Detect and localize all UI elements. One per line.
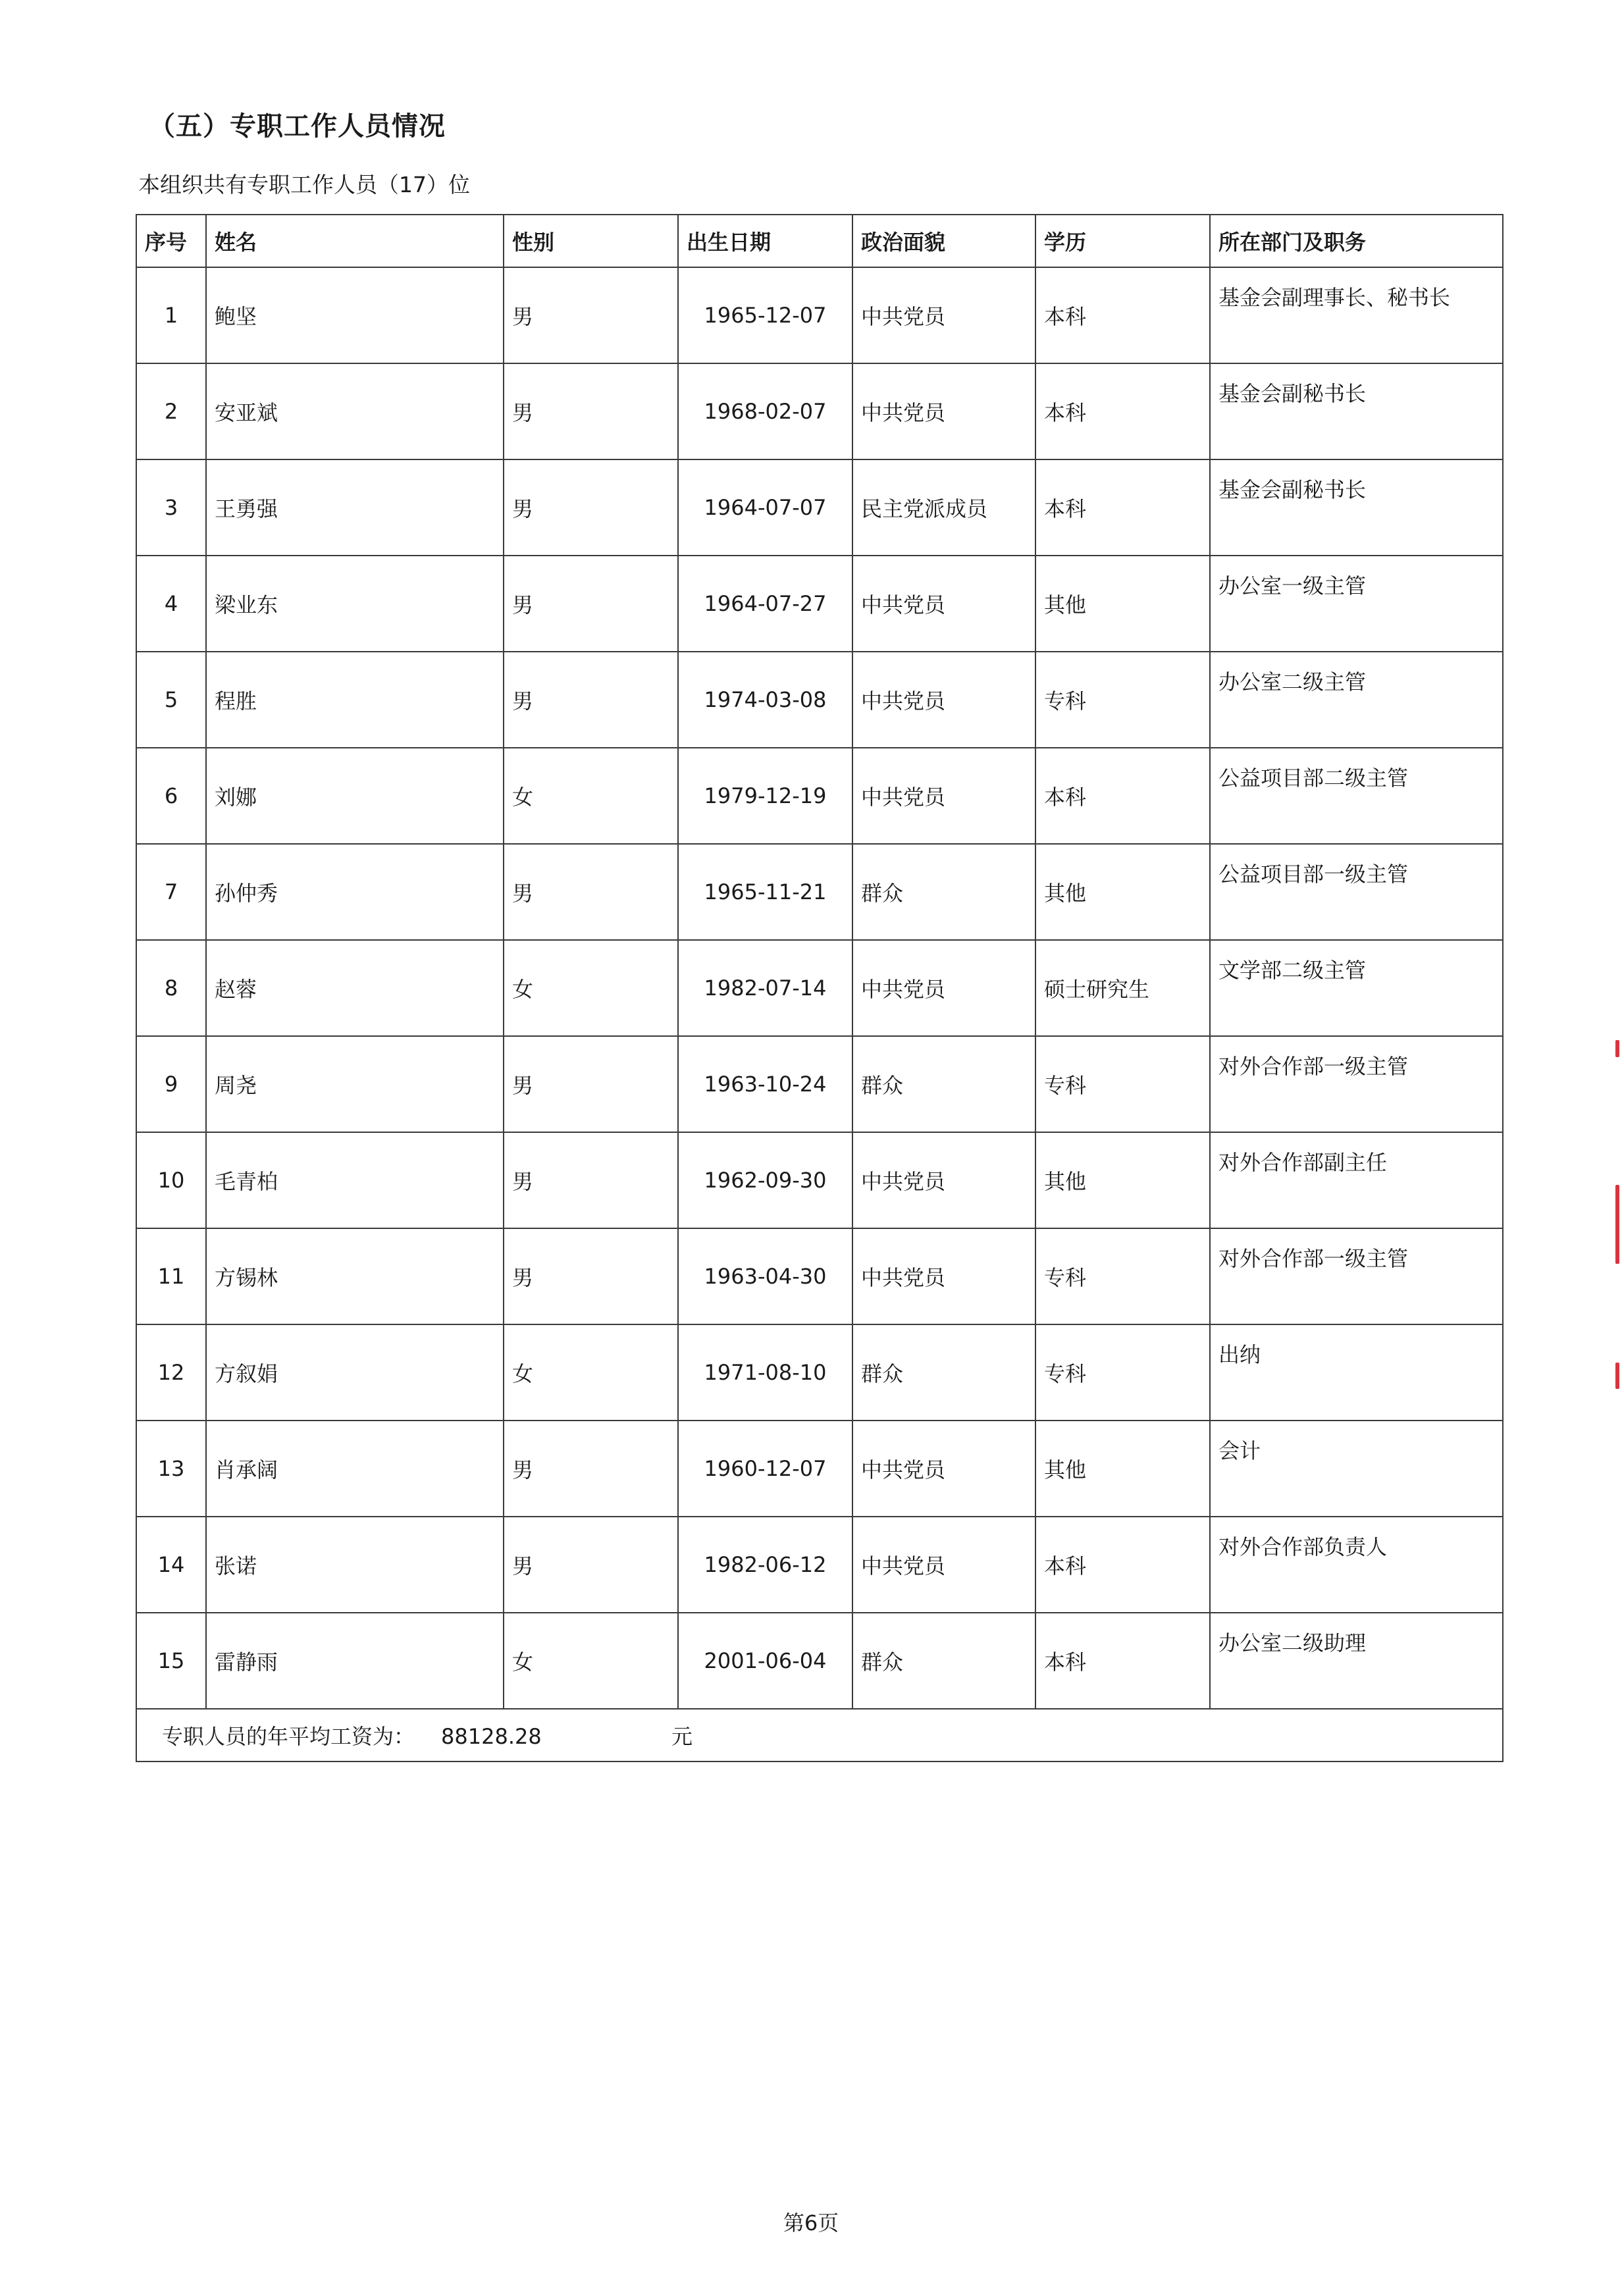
cell-no: 9 [136, 1036, 206, 1132]
cell-education: 专科 [1035, 1228, 1210, 1324]
cell-political-status: 中共党员 [852, 363, 1035, 459]
cell-political-status: 中共党员 [852, 1228, 1035, 1324]
cell-department-position: 公益项目部一级主管 [1210, 844, 1503, 940]
cell-department-position: 基金会副秘书长 [1210, 363, 1503, 459]
cell-no: 8 [136, 940, 206, 1036]
cell-name: 雷静雨 [206, 1613, 504, 1709]
cell-no: 12 [136, 1324, 206, 1421]
table-row [136, 1517, 1503, 1613]
cell-name: 安亚斌 [206, 363, 504, 459]
cell-name: 程胜 [206, 652, 504, 748]
table-row [136, 1228, 1503, 1324]
table-header-row [136, 215, 1503, 267]
cell-gender: 女 [504, 748, 678, 844]
cell-department-position: 公益项目部二级主管 [1210, 748, 1503, 844]
cell-birth-date: 1963-04-30 [678, 1228, 852, 1324]
cell-department-position: 办公室二级助理 [1210, 1613, 1503, 1709]
cell-no: 14 [136, 1517, 206, 1613]
cell-education: 其他 [1035, 844, 1210, 940]
page-number: 第6页 [783, 2210, 839, 2235]
table-row [136, 1036, 1503, 1132]
header-party: 政治面貌 [852, 215, 1035, 267]
cell-political-status: 民主党派成员 [852, 459, 1035, 556]
table-row [136, 1421, 1503, 1517]
cell-gender: 男 [504, 1517, 678, 1613]
cell-gender: 女 [504, 1613, 678, 1709]
cell-birth-date: 1964-07-27 [678, 556, 852, 652]
header-name: 姓名 [206, 215, 504, 267]
cell-political-status: 中共党员 [852, 1517, 1035, 1613]
table-row [136, 652, 1503, 748]
cell-political-status: 中共党员 [852, 1421, 1035, 1517]
cell-political-status: 群众 [852, 844, 1035, 940]
staff-table [136, 214, 1504, 1762]
cell-no: 15 [136, 1613, 206, 1709]
cell-gender: 男 [504, 1036, 678, 1132]
salary-row [136, 1709, 1503, 1761]
cell-political-status: 中共党员 [852, 940, 1035, 1036]
salary-unit: 元 [671, 1724, 693, 1749]
stamp-edge-mark [1615, 1185, 1619, 1264]
section-title: （五）专职工作人员情况 [149, 111, 446, 142]
header-no: 序号 [136, 215, 206, 267]
cell-birth-date: 1964-07-07 [678, 459, 852, 556]
cell-department-position: 基金会副理事长、秘书长 [1210, 267, 1503, 363]
cell-birth-date: 1965-11-21 [678, 844, 852, 940]
cell-no: 6 [136, 748, 206, 844]
cell-department-position: 办公室二级主管 [1210, 652, 1503, 748]
cell-political-status: 中共党员 [852, 1132, 1035, 1228]
cell-gender: 男 [504, 556, 678, 652]
cell-political-status: 中共党员 [852, 267, 1035, 363]
header-gender: 性别 [504, 215, 678, 267]
cell-birth-date: 1974-03-08 [678, 652, 852, 748]
cell-birth-date: 1963-10-24 [678, 1036, 852, 1132]
cell-no: 4 [136, 556, 206, 652]
cell-gender: 女 [504, 940, 678, 1036]
cell-birth-date: 1971-08-10 [678, 1324, 852, 1421]
cell-name: 毛青柏 [206, 1132, 504, 1228]
stamp-edge-mark [1615, 1363, 1619, 1389]
cell-education: 专科 [1035, 652, 1210, 748]
cell-no: 2 [136, 363, 206, 459]
cell-birth-date: 2001-06-04 [678, 1613, 852, 1709]
cell-department-position: 办公室一级主管 [1210, 556, 1503, 652]
header-education: 学历 [1035, 215, 1210, 267]
salary-cell [136, 1709, 1503, 1761]
cell-birth-date: 1982-07-14 [678, 940, 852, 1036]
header-birth: 出生日期 [678, 215, 852, 267]
cell-department-position: 出纳 [1210, 1324, 1503, 1421]
cell-no: 11 [136, 1228, 206, 1324]
cell-gender: 男 [504, 459, 678, 556]
cell-education: 本科 [1035, 363, 1210, 459]
cell-name: 鲍坚 [206, 267, 504, 363]
table-row [136, 1324, 1503, 1421]
cell-department-position: 对外合作部负责人 [1210, 1517, 1503, 1613]
table-row [136, 844, 1503, 940]
table-row [136, 940, 1503, 1036]
cell-education: 本科 [1035, 1517, 1210, 1613]
cell-name: 梁业东 [206, 556, 504, 652]
cell-political-status: 中共党员 [852, 652, 1035, 748]
cell-birth-date: 1982-06-12 [678, 1517, 852, 1613]
cell-name: 方叙娟 [206, 1324, 504, 1421]
cell-gender: 男 [504, 1228, 678, 1324]
cell-education: 其他 [1035, 1132, 1210, 1228]
cell-no: 10 [136, 1132, 206, 1228]
cell-birth-date: 1968-02-07 [678, 363, 852, 459]
cell-political-status: 中共党员 [852, 556, 1035, 652]
cell-birth-date: 1979-12-19 [678, 748, 852, 844]
cell-name: 孙仲秀 [206, 844, 504, 940]
cell-name: 王勇强 [206, 459, 504, 556]
cell-political-status: 中共党员 [852, 748, 1035, 844]
cell-education: 其他 [1035, 1421, 1210, 1517]
cell-education: 专科 [1035, 1036, 1210, 1132]
cell-birth-date: 1962-09-30 [678, 1132, 852, 1228]
cell-gender: 男 [504, 844, 678, 940]
cell-education: 硕士研究生 [1035, 940, 1210, 1036]
salary-value: 88128.28 [441, 1724, 542, 1749]
cell-gender: 男 [504, 267, 678, 363]
staff-count-intro: 本组织共有专职工作人员（17）位 [138, 172, 470, 197]
cell-gender: 男 [504, 652, 678, 748]
salary-label: 专职人员的年平均工资为： [162, 1724, 415, 1749]
cell-gender: 男 [504, 1421, 678, 1517]
cell-gender: 男 [504, 363, 678, 459]
cell-name: 赵蓉 [206, 940, 504, 1036]
table-row [136, 267, 1503, 363]
cell-department-position: 会计 [1210, 1421, 1503, 1517]
cell-birth-date: 1965-12-07 [678, 267, 852, 363]
table-row [136, 556, 1503, 652]
cell-department-position: 对外合作部副主任 [1210, 1132, 1503, 1228]
table-row [136, 363, 1503, 459]
cell-education: 本科 [1035, 1613, 1210, 1709]
table-row [136, 1613, 1503, 1709]
cell-birth-date: 1960-12-07 [678, 1421, 852, 1517]
cell-name: 周尧 [206, 1036, 504, 1132]
cell-name: 刘娜 [206, 748, 504, 844]
cell-name: 方锡林 [206, 1228, 504, 1324]
cell-education: 本科 [1035, 748, 1210, 844]
cell-political-status: 群众 [852, 1324, 1035, 1421]
header-department: 所在部门及职务 [1210, 215, 1503, 267]
cell-no: 5 [136, 652, 206, 748]
cell-department-position: 文学部二级主管 [1210, 940, 1503, 1036]
cell-name: 张诺 [206, 1517, 504, 1613]
cell-education: 本科 [1035, 267, 1210, 363]
cell-department-position: 对外合作部一级主管 [1210, 1036, 1503, 1132]
cell-department-position: 对外合作部一级主管 [1210, 1228, 1503, 1324]
cell-political-status: 群众 [852, 1613, 1035, 1709]
cell-no: 3 [136, 459, 206, 556]
table-row [136, 748, 1503, 844]
cell-name: 肖承阔 [206, 1421, 504, 1517]
stamp-edge-mark [1615, 1040, 1619, 1057]
cell-education: 专科 [1035, 1324, 1210, 1421]
cell-department-position: 基金会副秘书长 [1210, 459, 1503, 556]
cell-no: 7 [136, 844, 206, 940]
cell-education: 其他 [1035, 556, 1210, 652]
table-row [136, 459, 1503, 556]
cell-no: 1 [136, 267, 206, 363]
cell-gender: 女 [504, 1324, 678, 1421]
cell-political-status: 群众 [852, 1036, 1035, 1132]
cell-education: 本科 [1035, 459, 1210, 556]
cell-no: 13 [136, 1421, 206, 1517]
table-row [136, 1132, 1503, 1228]
cell-gender: 男 [504, 1132, 678, 1228]
